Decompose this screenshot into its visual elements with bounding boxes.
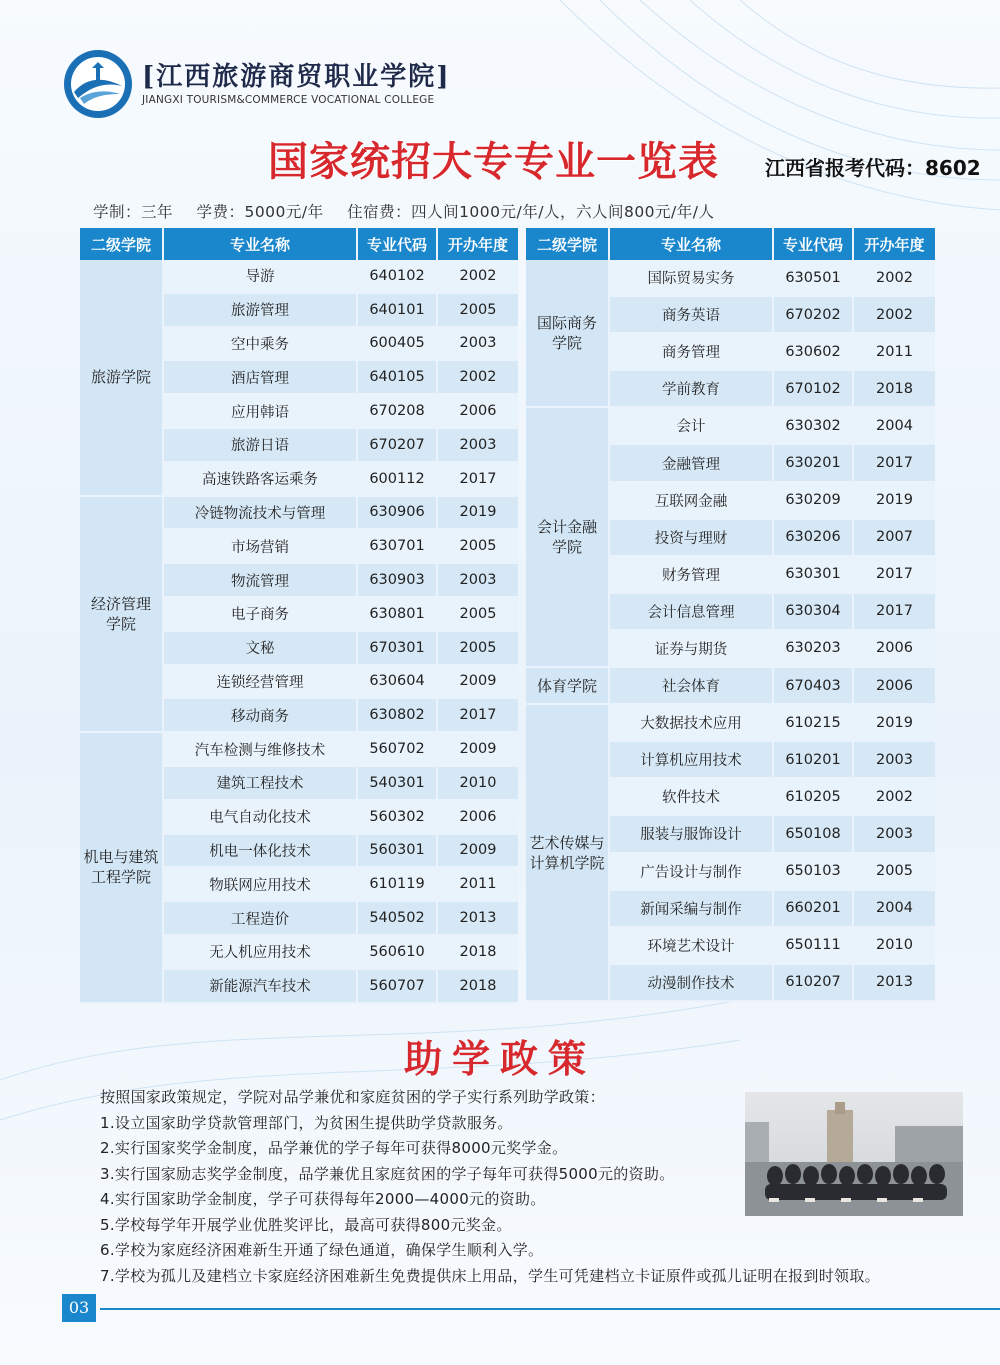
major-name-cell: 市场营销 bbox=[164, 530, 358, 564]
start-year-cell: 2019 bbox=[438, 497, 518, 531]
column-header: 二级学院 bbox=[526, 228, 610, 260]
major-name-cell: 商务管理 bbox=[610, 334, 774, 371]
major-code-cell: 630304 bbox=[774, 594, 854, 631]
lodging-text: 住宿费：四人间1000元/年/人，六人间800元/年/人 bbox=[347, 203, 715, 221]
footer-rule bbox=[100, 1308, 1000, 1310]
table-row bbox=[526, 408, 935, 445]
start-year-cell: 2002 bbox=[438, 260, 518, 294]
major-name-cell: 会计信息管理 bbox=[610, 594, 774, 631]
start-year-cell: 2004 bbox=[854, 408, 935, 445]
policy-item: 3.实行国家励志奖学金制度，品学兼优且家庭贫困的学子每年可获得5000元的资助。 bbox=[100, 1164, 675, 1183]
college-name-en: JIANGXI TOURISM&COMMERCE VOCATIONAL COLLEGE bbox=[142, 94, 435, 106]
table-row bbox=[526, 260, 935, 297]
start-year-cell: 2011 bbox=[854, 334, 935, 371]
policy-item: 6.学校为家庭经济困难新生开通了绿色通道，确保学生顺利入学。 bbox=[100, 1241, 544, 1259]
major-name-cell: 大数据技术应用 bbox=[610, 705, 774, 742]
tuition-text: 学费：5000元/年 bbox=[196, 203, 324, 221]
major-name-cell: 应用韩语 bbox=[164, 395, 358, 429]
major-name-cell: 会计 bbox=[610, 408, 774, 445]
major-name-cell: 动漫制作技术 bbox=[610, 965, 774, 1002]
major-code-cell: 670403 bbox=[774, 668, 854, 705]
department-cell: 经济管理 学院 bbox=[80, 497, 164, 734]
major-name-cell: 金融管理 bbox=[610, 445, 774, 482]
major-code-cell: 650103 bbox=[774, 854, 854, 891]
start-year-cell: 2005 bbox=[854, 854, 935, 891]
start-year-cell: 2017 bbox=[854, 594, 935, 631]
column-header: 专业代码 bbox=[774, 228, 854, 260]
policy-item: 4.实行国家助学金制度，学子可获得每年2000—4000元的资助。 bbox=[100, 1190, 546, 1208]
table-row bbox=[80, 497, 518, 531]
major-name-cell: 建筑工程技术 bbox=[164, 767, 358, 801]
start-year-cell: 2005 bbox=[438, 632, 518, 666]
start-year-cell: 2013 bbox=[438, 902, 518, 936]
major-code-cell: 630903 bbox=[358, 564, 438, 598]
major-code-cell: 630701 bbox=[358, 530, 438, 564]
start-year-cell: 2018 bbox=[438, 936, 518, 970]
major-name-cell: 社会体育 bbox=[610, 668, 774, 705]
major-name-cell: 文秘 bbox=[164, 632, 358, 666]
major-code-cell: 560610 bbox=[358, 936, 438, 970]
major-code-cell: 540301 bbox=[358, 767, 438, 801]
department-cell: 艺术传媒与 计算机学院 bbox=[526, 705, 610, 1002]
major-name-cell: 移动商务 bbox=[164, 699, 358, 733]
major-name-cell: 计算机应用技术 bbox=[610, 742, 774, 779]
major-name-cell: 工程造价 bbox=[164, 902, 358, 936]
start-year-cell: 2019 bbox=[854, 483, 935, 520]
page-title: 国家统招大专专业一览表 bbox=[268, 139, 719, 185]
college-name-cn: [江西旅游商贸职业学院] bbox=[142, 62, 451, 92]
start-year-cell: 2002 bbox=[438, 361, 518, 395]
major-name-cell: 投资与理财 bbox=[610, 520, 774, 557]
major-code-cell: 610205 bbox=[774, 779, 854, 816]
major-name-cell: 证券与期货 bbox=[610, 631, 774, 668]
major-code-cell: 640101 bbox=[358, 294, 438, 328]
major-name-cell: 新闻采编与制作 bbox=[610, 891, 774, 928]
policy-intro: 按照国家政策规定，学院对品学兼优和家庭贫困的学子实行系列助学政策： bbox=[100, 1088, 605, 1106]
majors-table-left bbox=[80, 228, 518, 1004]
start-year-cell: 2005 bbox=[438, 598, 518, 632]
major-name-cell: 物联网应用技术 bbox=[164, 868, 358, 902]
major-code-cell: 560301 bbox=[358, 835, 438, 869]
department-cell: 国际商务 学院 bbox=[526, 260, 610, 408]
start-year-cell: 2005 bbox=[438, 294, 518, 328]
major-name-cell: 酒店管理 bbox=[164, 361, 358, 395]
major-code-cell: 640105 bbox=[358, 361, 438, 395]
start-year-cell: 2017 bbox=[854, 445, 935, 482]
column-header: 专业名称 bbox=[164, 228, 358, 260]
policy-item: 7.学校为孤儿及建档立卡家庭经济困难新生免费提供床上用品，学生可凭建档立卡证原件或孤儿证明在报到时领取。 bbox=[100, 1266, 880, 1285]
major-code-cell: 610201 bbox=[774, 742, 854, 779]
fees-line bbox=[93, 200, 732, 222]
major-name-cell: 国际贸易实务 bbox=[610, 260, 774, 297]
major-code-cell: 650111 bbox=[774, 928, 854, 965]
column-header: 专业代码 bbox=[358, 228, 438, 260]
start-year-cell: 2013 bbox=[854, 965, 935, 1002]
major-code-cell: 600405 bbox=[358, 328, 438, 362]
major-code-cell: 670202 bbox=[774, 297, 854, 334]
start-year-cell: 2006 bbox=[854, 668, 935, 705]
students-group-photo bbox=[745, 1092, 963, 1216]
major-name-cell: 电子商务 bbox=[164, 598, 358, 632]
major-code-cell: 630802 bbox=[358, 699, 438, 733]
table-row bbox=[526, 705, 935, 742]
major-code-cell: 630604 bbox=[358, 666, 438, 700]
major-name-cell: 汽车检测与维修技术 bbox=[164, 733, 358, 767]
start-year-cell: 2006 bbox=[438, 801, 518, 835]
start-year-cell: 2003 bbox=[438, 328, 518, 362]
start-year-cell: 2017 bbox=[438, 699, 518, 733]
major-code-cell: 610215 bbox=[774, 705, 854, 742]
start-year-cell: 2017 bbox=[438, 463, 518, 497]
start-year-cell: 2009 bbox=[438, 835, 518, 869]
major-code-cell: 600112 bbox=[358, 463, 438, 497]
start-year-cell: 2005 bbox=[438, 530, 518, 564]
major-code-cell: 610207 bbox=[774, 965, 854, 1002]
major-name-cell: 高速铁路客运乘务 bbox=[164, 463, 358, 497]
start-year-cell: 2003 bbox=[854, 742, 935, 779]
major-code-cell: 650108 bbox=[774, 816, 854, 853]
major-code-cell: 660201 bbox=[774, 891, 854, 928]
major-code-cell: 630301 bbox=[774, 557, 854, 594]
major-code-cell: 670207 bbox=[358, 429, 438, 463]
major-name-cell: 旅游日语 bbox=[164, 429, 358, 463]
start-year-cell: 2018 bbox=[438, 970, 518, 1004]
major-name-cell: 学前教育 bbox=[610, 371, 774, 408]
major-code-cell: 630203 bbox=[774, 631, 854, 668]
start-year-cell: 2006 bbox=[438, 395, 518, 429]
major-name-cell: 空中乘务 bbox=[164, 328, 358, 362]
major-name-cell: 互联网金融 bbox=[610, 483, 774, 520]
start-year-cell: 2018 bbox=[854, 371, 935, 408]
major-name-cell: 环境艺术设计 bbox=[610, 928, 774, 965]
start-year-cell: 2010 bbox=[438, 767, 518, 801]
major-code-cell: 670301 bbox=[358, 632, 438, 666]
major-code-cell: 610119 bbox=[358, 868, 438, 902]
start-year-cell: 2004 bbox=[854, 891, 935, 928]
major-name-cell: 广告设计与制作 bbox=[610, 854, 774, 891]
major-code-cell: 630201 bbox=[774, 445, 854, 482]
major-code-cell: 630801 bbox=[358, 598, 438, 632]
major-name-cell: 导游 bbox=[164, 260, 358, 294]
major-name-cell: 电气自动化技术 bbox=[164, 801, 358, 835]
major-code-cell: 670208 bbox=[358, 395, 438, 429]
start-year-cell: 2009 bbox=[438, 733, 518, 767]
major-name-cell: 机电一体化技术 bbox=[164, 835, 358, 869]
column-header: 二级学院 bbox=[80, 228, 164, 260]
major-code-cell: 630302 bbox=[774, 408, 854, 445]
start-year-cell: 2003 bbox=[854, 816, 935, 853]
major-code-cell: 630501 bbox=[774, 260, 854, 297]
major-name-cell: 财务管理 bbox=[610, 557, 774, 594]
majors-table-right bbox=[526, 228, 935, 1002]
start-year-cell: 2010 bbox=[854, 928, 935, 965]
major-name-cell: 物流管理 bbox=[164, 564, 358, 598]
start-year-cell: 2019 bbox=[854, 705, 935, 742]
major-code-cell: 540502 bbox=[358, 902, 438, 936]
policy-item: 5.学校每学年开展学业优胜奖评比，最高可获得800元奖金。 bbox=[100, 1215, 512, 1234]
major-code-cell: 560302 bbox=[358, 801, 438, 835]
major-code-cell: 640102 bbox=[358, 260, 438, 294]
exam-code: 江西省报考代码：8602 bbox=[765, 156, 981, 180]
major-name-cell: 软件技术 bbox=[610, 779, 774, 816]
major-code-cell: 560707 bbox=[358, 970, 438, 1004]
start-year-cell: 2003 bbox=[438, 429, 518, 463]
policy-title: 助学政策 bbox=[403, 1037, 596, 1081]
department-cell: 会计金融 学院 bbox=[526, 408, 610, 668]
major-name-cell: 无人机应用技术 bbox=[164, 936, 358, 970]
page-number: 03 bbox=[62, 1294, 96, 1322]
table-row bbox=[80, 733, 518, 767]
major-name-cell: 新能源汽车技术 bbox=[164, 970, 358, 1004]
start-year-cell: 2006 bbox=[854, 631, 935, 668]
department-cell: 旅游学院 bbox=[80, 260, 164, 497]
column-header: 开办年度 bbox=[854, 228, 935, 260]
policy-item: 2.实行国家奖学金制度，品学兼优的学子每年可获得8000元奖学金。 bbox=[100, 1139, 568, 1157]
major-code-cell: 630602 bbox=[774, 334, 854, 371]
major-code-cell: 630906 bbox=[358, 497, 438, 531]
department-cell: 机电与建筑 工程学院 bbox=[80, 733, 164, 1003]
policy-item: 1.设立国家助学贷款管理部门，为贫困生提供助学贷款服务。 bbox=[100, 1113, 513, 1132]
major-name-cell: 服装与服饰设计 bbox=[610, 816, 774, 853]
start-year-cell: 2002 bbox=[854, 260, 935, 297]
major-code-cell: 630209 bbox=[774, 483, 854, 520]
column-header: 开办年度 bbox=[438, 228, 518, 260]
start-year-cell: 2003 bbox=[438, 564, 518, 598]
start-year-cell: 2011 bbox=[438, 868, 518, 902]
college-logo-icon bbox=[62, 48, 134, 120]
major-name-cell: 商务英语 bbox=[610, 297, 774, 334]
duration-text: 学制：三年 bbox=[93, 203, 174, 221]
start-year-cell: 2002 bbox=[854, 779, 935, 816]
major-code-cell: 670102 bbox=[774, 371, 854, 408]
major-name-cell: 旅游管理 bbox=[164, 294, 358, 328]
major-name-cell: 连锁经营管理 bbox=[164, 666, 358, 700]
college-header bbox=[62, 48, 462, 128]
major-code-cell: 630206 bbox=[774, 520, 854, 557]
start-year-cell: 2009 bbox=[438, 666, 518, 700]
major-code-cell: 560702 bbox=[358, 733, 438, 767]
column-header: 专业名称 bbox=[610, 228, 774, 260]
start-year-cell: 2002 bbox=[854, 297, 935, 334]
start-year-cell: 2017 bbox=[854, 557, 935, 594]
table-row bbox=[526, 668, 935, 705]
department-cell: 体育学院 bbox=[526, 668, 610, 705]
table-row bbox=[80, 260, 518, 294]
start-year-cell: 2007 bbox=[854, 520, 935, 557]
major-name-cell: 冷链物流技术与管理 bbox=[164, 497, 358, 531]
